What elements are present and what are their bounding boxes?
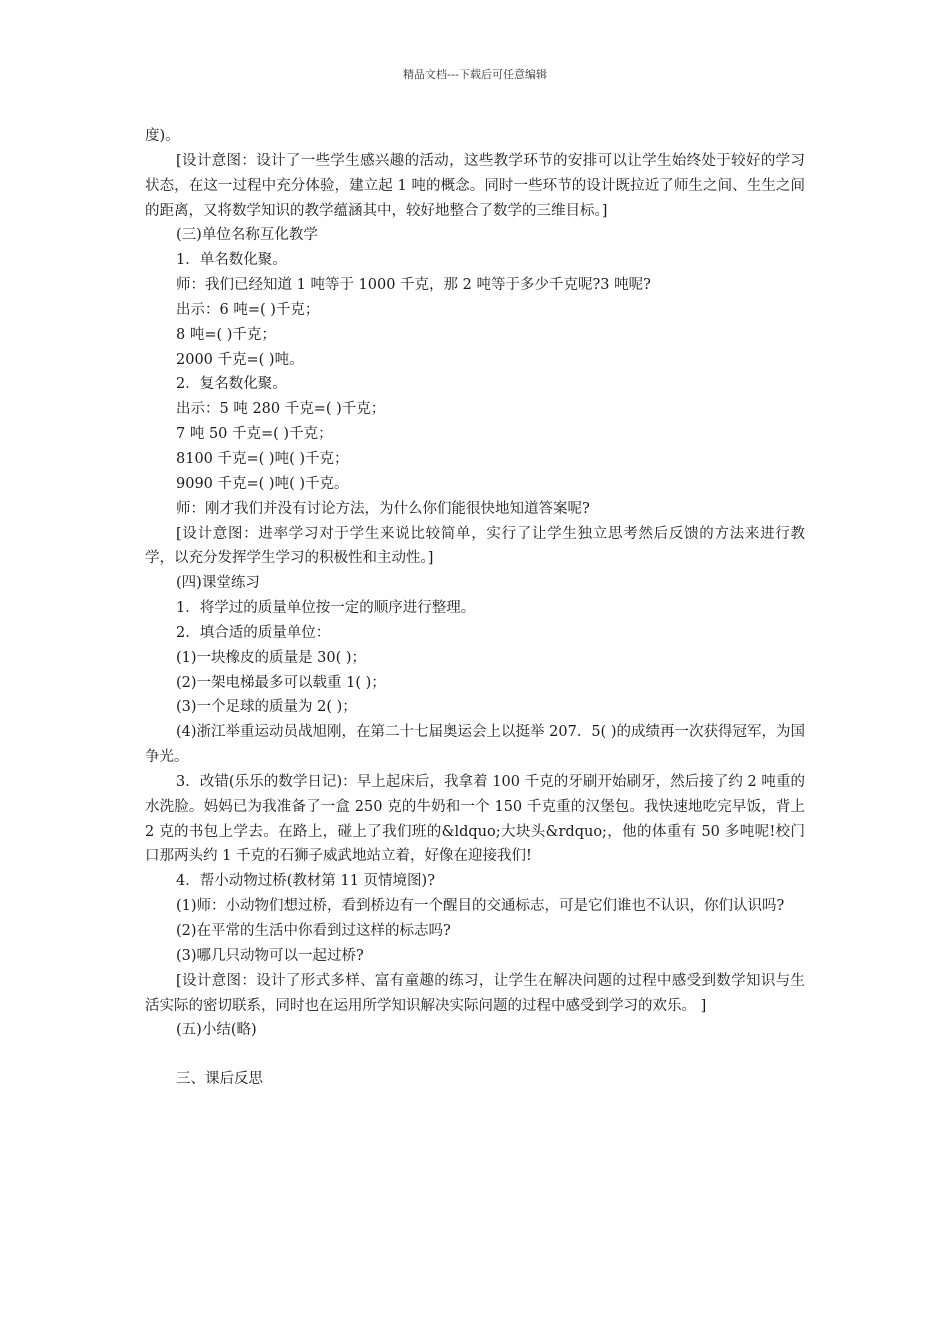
paragraph: [设计意图：设计了一些学生感兴趣的活动，这些教学环节的安排可以让学生始终处于较好的学习状态，在这一过程中充分体验，建立起 1 吨的概念。同时一些环节的设计既拉近了师生之间、生生之间的距离，又将数学知识的教学蕴涵其中，较好地整合了数学的三维目标。] bbox=[145, 152, 805, 219]
paragraph: 度)。 bbox=[145, 128, 180, 144]
paragraph: 出示：5 吨 280 千克=( )千克； bbox=[176, 401, 386, 418]
paragraph: (2)一架电梯最多可以载重 1( )； bbox=[176, 674, 386, 691]
paragraph: (1)师：小动物们想过桥，看到桥边有一个醒目的交通标志，可是它们谁也不认识，你们认识吗? bbox=[176, 898, 785, 915]
spacer bbox=[145, 1043, 805, 1067]
paragraph: 3．改错(乐乐的数学日记)：早上起床后，我拿着 100 千克的牙刷开始刷牙，然后接了约 2 吨重的水洗脸。妈妈已为我准备了一盒 250 克的牛奶和一个 150 千克重的汉堡包。我快速地吃完早饭，背上 2 克的书包上学去。在路上，碰上了我们班的&ldquo;大块头&rdquo;，他的体重有 50 多吨呢!校门口那两头约 1 千克的石狮子威武地站立着，好像在迎接我们! bbox=[145, 773, 805, 865]
paragraph: 2．填合适的质量单位： bbox=[176, 624, 331, 641]
paragraph: 8 吨=( )千克； bbox=[176, 326, 276, 343]
paragraph: 9090 千克=( )吨( )千克。 bbox=[176, 475, 349, 492]
paragraph: 7 吨 50 千克=( )千克； bbox=[176, 426, 333, 443]
paragraph: 2．复名数化聚。 bbox=[176, 376, 287, 393]
paragraph: 1．将学过的质量单位按一定的顺序进行整理。 bbox=[176, 600, 476, 617]
paragraph: (五)小结(略) bbox=[176, 1022, 257, 1039]
document-body bbox=[145, 124, 805, 1092]
paragraph: (1)一块橡皮的质量是 30( )； bbox=[176, 649, 367, 666]
paragraph: (2)在平常的生活中你看到过这样的标志吗? bbox=[176, 923, 451, 939]
paragraph: 1．单名数化聚。 bbox=[176, 252, 287, 269]
section-heading: 三、课后反思 bbox=[176, 1071, 263, 1088]
paragraph: (3)哪几只动物可以一起过桥? bbox=[176, 947, 364, 964]
paragraph: 师：我们已经知道 1 吨等于 1000 千克，那 2 吨等于多少千克呢?3 吨呢? bbox=[176, 277, 651, 294]
paragraph: 出示：6 吨=( )千克； bbox=[176, 301, 320, 318]
paragraph: (4)浙江举重运动员战旭刚，在第二十七届奥运会上以挺举 207．5( )的成绩再一次获得冠军，为国争光。 bbox=[145, 724, 805, 766]
paragraph: 4．帮小动物过桥(教材第 11 页情境图)? bbox=[176, 873, 435, 890]
paragraph: 2000 千克=( )吨。 bbox=[176, 351, 304, 368]
paragraph: (3)一个足球的质量为 2( )； bbox=[176, 699, 357, 716]
paragraph: (四)课堂练习 bbox=[176, 575, 260, 592]
paragraph: 8100 千克=( )吨( )千克； bbox=[176, 450, 349, 467]
paragraph: (三)单位名称互化教学 bbox=[176, 227, 318, 244]
paragraph: 师：刚才我们并没有讨论方法，为什么你们能很快地知道答案呢? bbox=[176, 500, 590, 517]
paragraph: [设计意图：进率学习对于学生来说比较简单，实行了让学生独立思考然后反馈的方法来进行教学，以充分发挥学生学习的积极性和主动性。] bbox=[145, 525, 805, 567]
paragraph: [设计意图：设计了形式多样、富有童趣的练习，让学生在解决问题的过程中感受到数学知识与生活实际的密切联系，同时也在运用所学知识解决实际问题的过程中感受到学习的欢乐。 ] bbox=[145, 972, 805, 1014]
page-header: 精品文档---下载后可任意编辑 bbox=[403, 68, 547, 81]
